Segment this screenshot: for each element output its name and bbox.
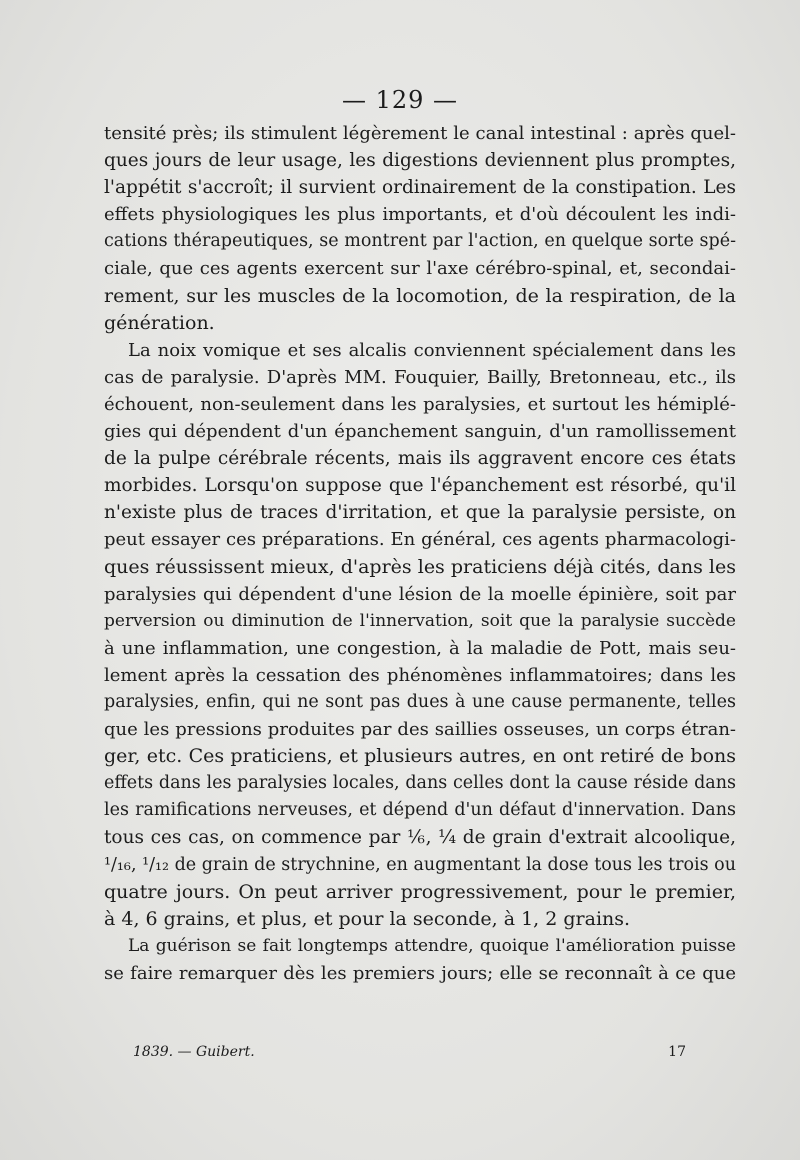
page-footer <box>133 1044 686 1060</box>
text-line: effets dans les paralysies locales, dans celles dont la cause réside dans <box>104 773 736 794</box>
text-line: paralysies, enfin, qui ne sont pas dues à une cause permanente, telles <box>104 691 736 712</box>
text-line: tous ces cas, on commence par ⅙, ¼ de grain d'extrait alcoolique, <box>104 827 736 849</box>
text-line: cas de paralysie. D'après MM. Fouquier, Bailly, Bretonneau, etc., ils <box>104 366 736 388</box>
text-line: l'appétit s'accroît; il survient ordinairement de la constipation. Les <box>104 177 736 199</box>
text-line: tensité près; ils stimulent légèrement le canal intestinal : après quel- <box>104 123 736 144</box>
text-line: les ramifications nerveuses, et dépend d'un défaut d'innervation. Dans <box>104 800 736 821</box>
page-number: — 129 — <box>341 86 459 114</box>
text-line: rement, sur les muscles de la locomotion, de la respiration, de la <box>104 284 736 307</box>
text-line: se faire remarquer dès les premiers jours; elle se reconnaît à ce que <box>104 962 736 984</box>
text-line: gies qui dépendent d'un épanchement sanguin, d'un ramollissement <box>104 421 736 443</box>
footer-signature: 1839. — Guibert. <box>133 1044 255 1060</box>
paragraph-start: La guérison se fait longtemps attendre, quoique l'amélioration puisse <box>128 935 736 956</box>
text-line: génération. <box>104 311 215 334</box>
text-line: ger, etc. Ces praticiens, et plusieurs autres, en ont retiré de bons <box>104 745 736 768</box>
text-line: ques réussissent mieux, d'après les praticiens déjà cités, dans les <box>104 555 736 578</box>
body-text <box>104 120 736 987</box>
text-line: paralysies qui dépendent d'une lésion de la moelle épinière, soit par <box>104 583 736 605</box>
paragraph-start: La noix vomique et ses alcalis conviennent spécialement dans les <box>128 339 736 361</box>
text-line: cations thérapeutiques, se montrent par l'action, en quelque sorte spé- <box>104 231 736 252</box>
text-line: ¹/₁₆, ¹/₁₂ de grain de strychnine, en augmentant la dose tous les trois ou <box>104 854 736 875</box>
text-line: ciale, que ces agents exercent sur l'axe cérébro-spinal, et, secondai- <box>104 258 736 280</box>
text-line: effets physiologiques les plus importants, et d'où découlent les indi- <box>104 204 736 226</box>
text-line: que les pressions produites par des saillies osseuses, un corps étran- <box>104 719 736 741</box>
footer-sheet-number: 17 <box>668 1044 686 1060</box>
text-line: à 4, 6 grains, et plus, et pour la seconde, à 1, 2 grains. <box>104 907 631 930</box>
text-line: n'existe plus de traces d'irritation, et que la paralysie persiste, on <box>104 502 736 524</box>
text-line: à une inflammation, une congestion, à la maladie de Pott, mais seu- <box>104 637 736 659</box>
text-line: lement après la cessation des phénomènes inflammatoires; dans les <box>104 664 736 686</box>
text-line: quatre jours. On peut arriver progressivement, pour le premier, <box>104 880 736 903</box>
text-line: morbides. Lorsqu'on suppose que l'épanchement est résorbé, qu'il <box>104 475 736 497</box>
text-line: échouent, non-seulement dans les paralysies, et surtout les hémiplé- <box>104 393 736 415</box>
text-line: perversion ou diminution de l'innervation, soit que la paralysie succède <box>104 610 736 631</box>
text-line: ques jours de leur usage, les digestions deviennent plus promptes, <box>104 150 736 172</box>
text-line: de la pulpe cérébrale récents, mais ils aggravent encore ces états <box>104 448 736 470</box>
text-line: peut essayer ces préparations. En général, ces agents pharmacologi- <box>104 529 736 551</box>
